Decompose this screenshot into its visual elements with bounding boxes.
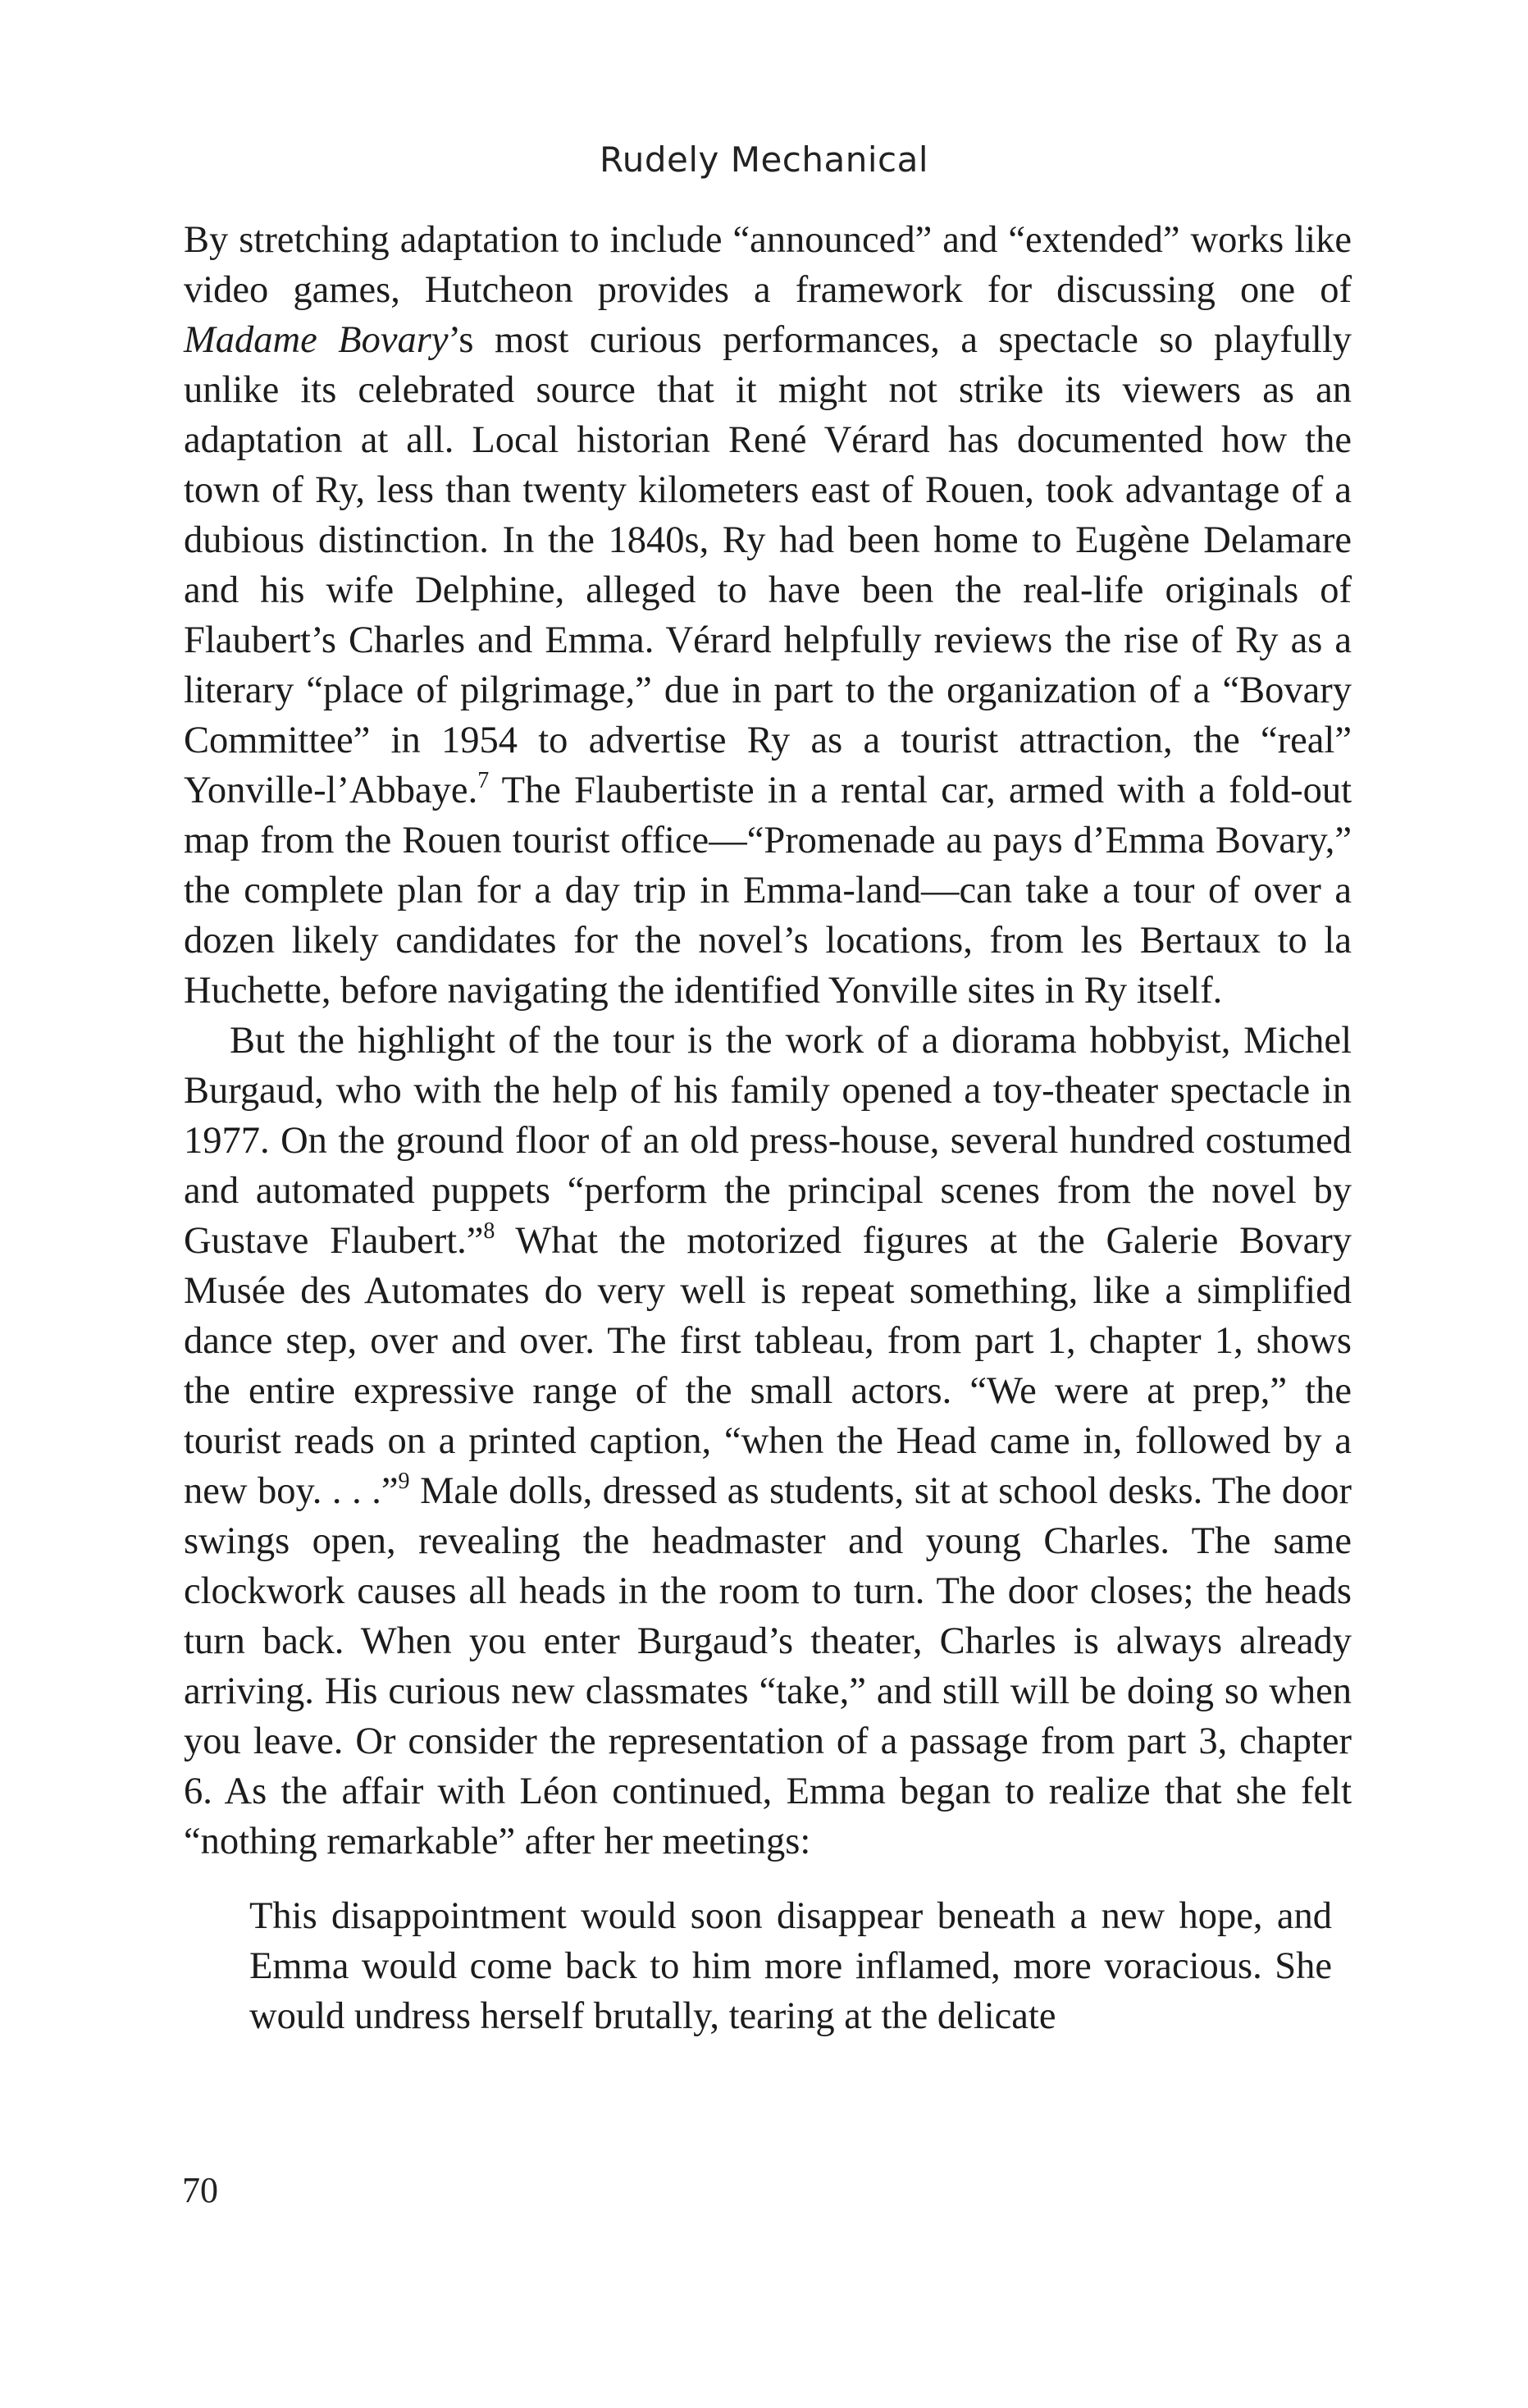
paragraph-1 xyxy=(184,215,1352,1016)
paragraph-2 xyxy=(184,1016,1352,1867)
footnote-ref-9[interactable]: 9 xyxy=(398,1469,410,1494)
page-number: 70 xyxy=(182,2170,218,2210)
paragraph-2-text-c: Male dolls, dressed as students, sit at school desks. The door swings open, revealing the headmaster and young Charles. The same clockwork causes all heads in the room to turn. The door closes; the heads turn back. When you enter Burgaud’s theater, Charles is always already arriving. His curious new classmates “take,” and still will be doing so when you leave. Or consider the representation of a passage from part 3, chapter 6. As the affair with Léon continued, Emma began to realize that she felt “nothing remarkable” after her meetings: xyxy=(184,1470,1352,1862)
footnote-ref-8[interactable]: 8 xyxy=(483,1218,495,1244)
footnote-ref-7[interactable]: 7 xyxy=(477,768,490,793)
running-head: Rudely Mechanical xyxy=(599,139,929,180)
paragraph-2-text-b: What the motorized figures at the Galerie Bovary Musée des Automates do very well is repeat something, like a simplified dance step, over and over. The first tableau, from part 1, chapter 1, shows the entire expressive range of the small actors. “We were at prep,” the tourist reads on a printed caption, “when the Head came in, followed by a new boy. . . .” xyxy=(184,1220,1352,1512)
paragraph-1-text-b: ’s most curious performances, a spectacle so playfully unlike its celebrated source that it might not strike its viewers as an adaptation at all. Local historian René Vérard has documented how the town of Ry, less than twenty kilometers east of Rouen, took advantage of a dubious distinction. In the 1840s, Ry had been home to Eugène Delamare and his wife Delphine, alleged to have been the real-life originals of Flaubert’s Charles and Emma. Vérard helpfully reviews the rise of Ry as a literary “place of pilgrimage,” due in part to the organization of a “Bovary Committee” in 1954 to advertise Ry as a tourist attraction, the “real” Yonville-l’Abbaye. xyxy=(184,319,1352,811)
paragraph-1-text-a: By stretching adaptation to include “announced” and “extended” works like video games, Hutcheon provides a framework for discussing one of xyxy=(184,219,1352,311)
paragraph-2-text-a: But the highlight of the tour is the work of a diorama hobbyist, Michel Burgaud, who with the help of his family opened a toy-theater spectacle in 1977. On the ground floor of an old press-house, several hundred costumed and automated puppets “perform the principal scenes from the novel by Gustave Flaubert.” xyxy=(184,1020,1352,1262)
book-title-italic: Madame Bovary xyxy=(184,319,449,361)
paragraph-1-text-c: The Flaubertiste in a rental car, armed with a fold-out map from the Rouen tourist office—“Promenade au pays d’Emma Bovary,” the complete plan for a day trip in Emma-land—can take a tour of over a dozen likely candidates for the novel’s locations, from les Bertaux to la Huchette, before navigating the identified Yonville sites in Ry itself. xyxy=(184,770,1352,1012)
body-text xyxy=(184,215,1352,2041)
block-quotation: This disappointment would soon disappear beneath a new hope, and Emma would come back to him more inflamed, more voracious. She would undress herself brutally, tearing at the delicate xyxy=(249,1895,1332,2037)
